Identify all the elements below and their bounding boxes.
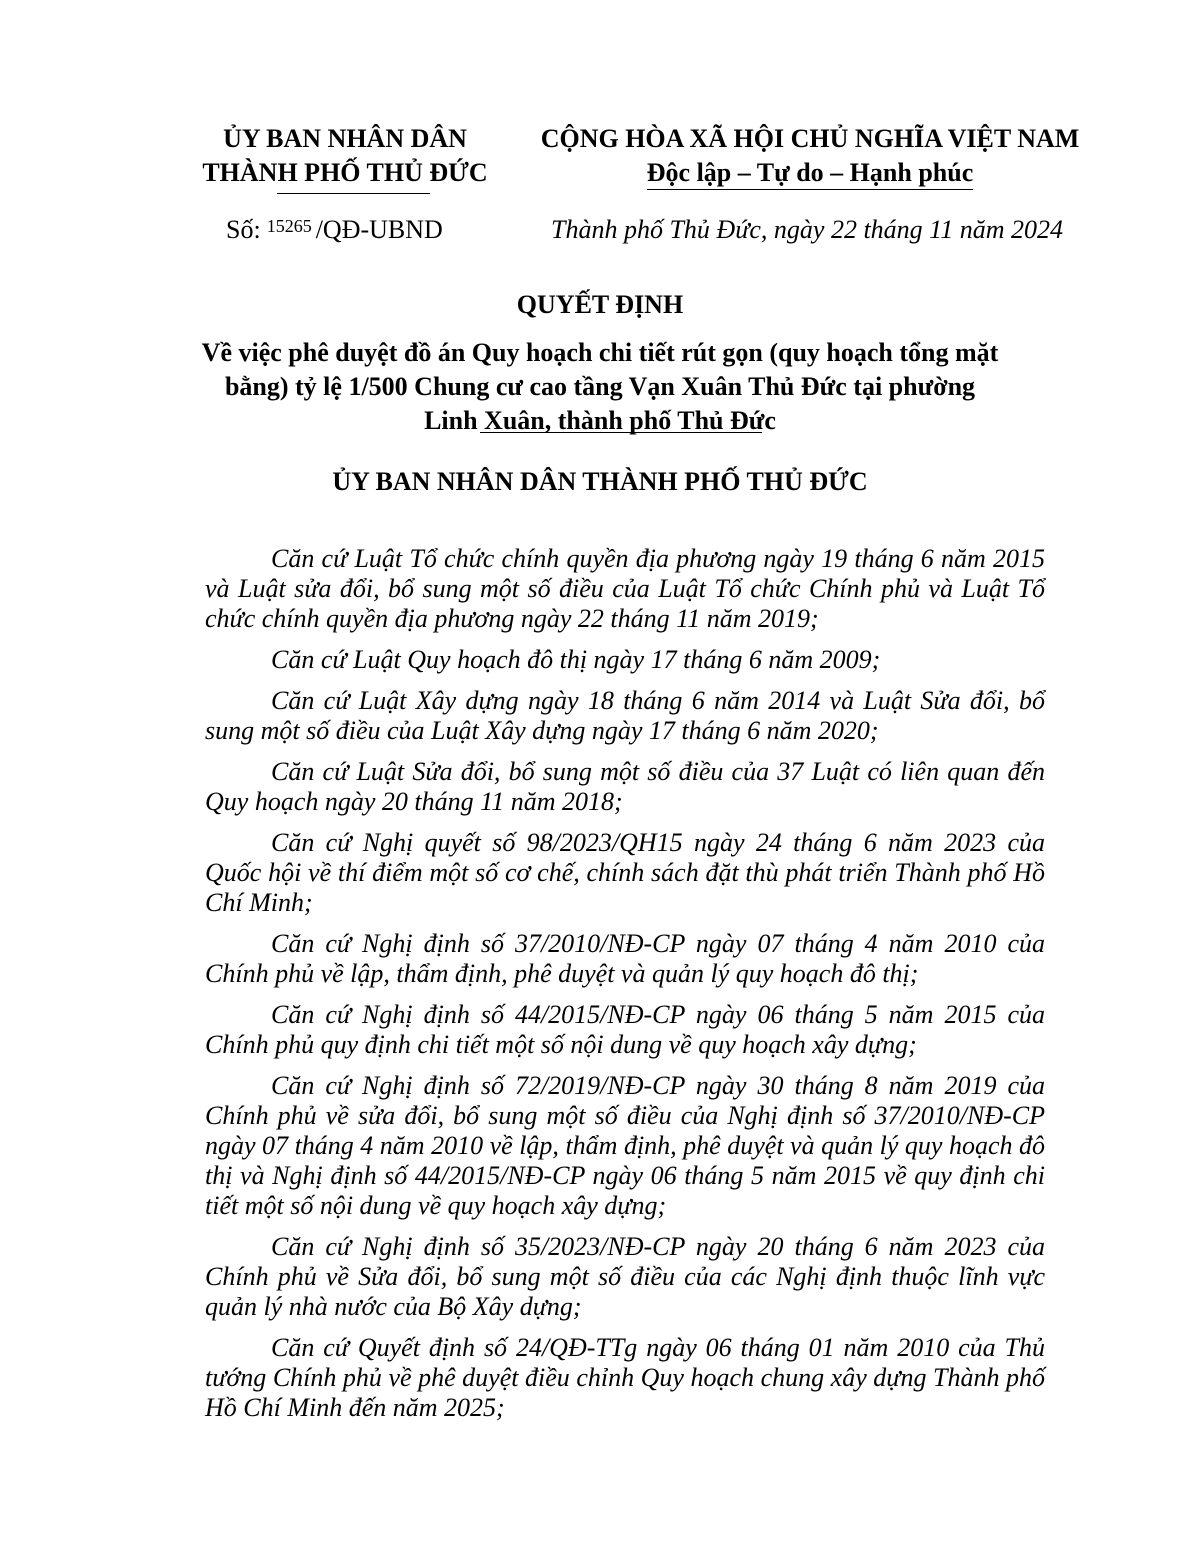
issuer-line-2: THÀNH PHỐ THỦ ĐỨC — [202, 158, 488, 187]
legal-basis-paragraph: Căn cứ Luật Quy hoạch đô thị ngày 17 tháng 6 năm 2009; — [271, 645, 881, 674]
legal-basis-paragraph: Căn cứ Quyết định số 24/QĐ-TTg ngày 06 tháng 01 năm 2010 của Thủ tướng Chính phủ về phê duyệt điều chỉnh Quy hoạch chung xây dựng Thành phố Hồ Chí Minh đến năm 2025; — [205, 1333, 1045, 1422]
decision-subject — [150, 336, 1050, 438]
national-motto-wrap — [540, 156, 1080, 190]
document-number — [226, 213, 443, 249]
national-header — [540, 122, 1080, 190]
authority-heading: ỦY BAN NHÂN DÂN THÀNH PHỐ THỦ ĐỨC — [332, 467, 868, 496]
legal-basis-paragraph: Căn cứ Nghị định số 37/2010/NĐ-CP ngày 07 tháng 4 năm 2010 của Chính phủ về lập, thẩm định, phê duyệt và quản lý quy hoạch đô thị; — [205, 929, 1045, 988]
legal-basis-paragraph: Căn cứ Nghị định số 72/2019/NĐ-CP ngày 30 tháng 8 năm 2019 của Chính phủ về sửa đổi, bổ sung một số điều của Nghị định số 37/2010/NĐ-CP ngày 07 tháng 4 năm 2010 về lập, thẩm định, phê duyệt và quản lý quy hoạch đô thị và Nghị định số 44/2015/NĐ-CP ngày 06 tháng 5 năm 2015 về quy định chi tiết một số nội dung về quy hoạch xây dựng; — [205, 1071, 1045, 1220]
national-motto: Độc lập – Tự do – Hạnh phúc — [647, 158, 974, 190]
decision-subject-line: Linh Xuân, thành phố Thủ Đức — [424, 406, 776, 435]
legal-basis-paragraph: Căn cứ Luật Xây dựng ngày 18 tháng 6 năm 2014 và Luật Sửa đổi, bổ sung một số điều của Luật Xây dựng ngày 17 tháng 6 năm 2020; — [205, 686, 1045, 745]
legal-basis-paragraph: Căn cứ Luật Sửa đổi, bổ sung một số điều của 37 Luật có liên quan đến Quy hoạch ngày 20 tháng 11 năm 2018; — [205, 757, 1045, 816]
legal-basis-paragraph: Căn cứ Luật Tổ chức chính quyền địa phương ngày 19 tháng 6 năm 2015 và Luật sửa đổi, bổ sung một số điều của Luật Tổ chức Chính phủ và Luật Tổ chức chính quyền địa phương ngày 22 tháng 11 năm 2019; — [205, 544, 1045, 633]
issuer-underline — [277, 193, 430, 194]
legal-basis-paragraph: Căn cứ Nghị định số 35/2023/NĐ-CP ngày 20 tháng 6 năm 2023 của Chính phủ về Sửa đổi, bổ sung một số điều của các Nghị định thuộc lĩnh vực quản lý nhà nước của Bộ Xây dựng; — [205, 1232, 1045, 1321]
document-number-suffix: /QĐ-UBND — [315, 215, 443, 244]
document-number-prefix: Số: — [226, 215, 261, 244]
decision-subject-line: bằng) tỷ lệ 1/500 Chung cư cao tầng Vạn Xuân Thủ Đức tại phường — [224, 372, 976, 401]
issuer-line-1: ỦY BAN NHÂN DÂN — [223, 124, 467, 153]
document-number-value: 15265 — [266, 216, 312, 236]
subject-underline — [480, 432, 762, 433]
legal-bases — [205, 544, 1045, 1434]
legal-basis-paragraph: Căn cứ Nghị định số 44/2015/NĐ-CP ngày 06 tháng 5 năm 2015 của Chính phủ quy định chi tiết một số nội dung về quy hoạch xây dựng; — [205, 1000, 1045, 1059]
decision-title: QUYẾT ĐỊNH — [516, 290, 684, 319]
place-date: Thành phố Thủ Đức, ngày 22 tháng 11 năm 2024 — [551, 215, 1064, 244]
decision-subject-line: Về việc phê duyệt đồ án Quy hoạch chi tiết rút gọn (quy hoạch tổng mặt — [201, 338, 999, 367]
legal-basis-paragraph: Căn cứ Nghị quyết số 98/2023/QH15 ngày 24 tháng 6 năm 2023 của Quốc hội về thí điểm một số cơ chế, chính sách đặt thù phát triển Thành phố Hồ Chí Minh; — [205, 828, 1045, 917]
national-title: CỘNG HÒA XÃ HỘI CHỦ NGHĨA VIỆT NAM — [540, 124, 1080, 153]
issuer-header — [190, 122, 500, 190]
